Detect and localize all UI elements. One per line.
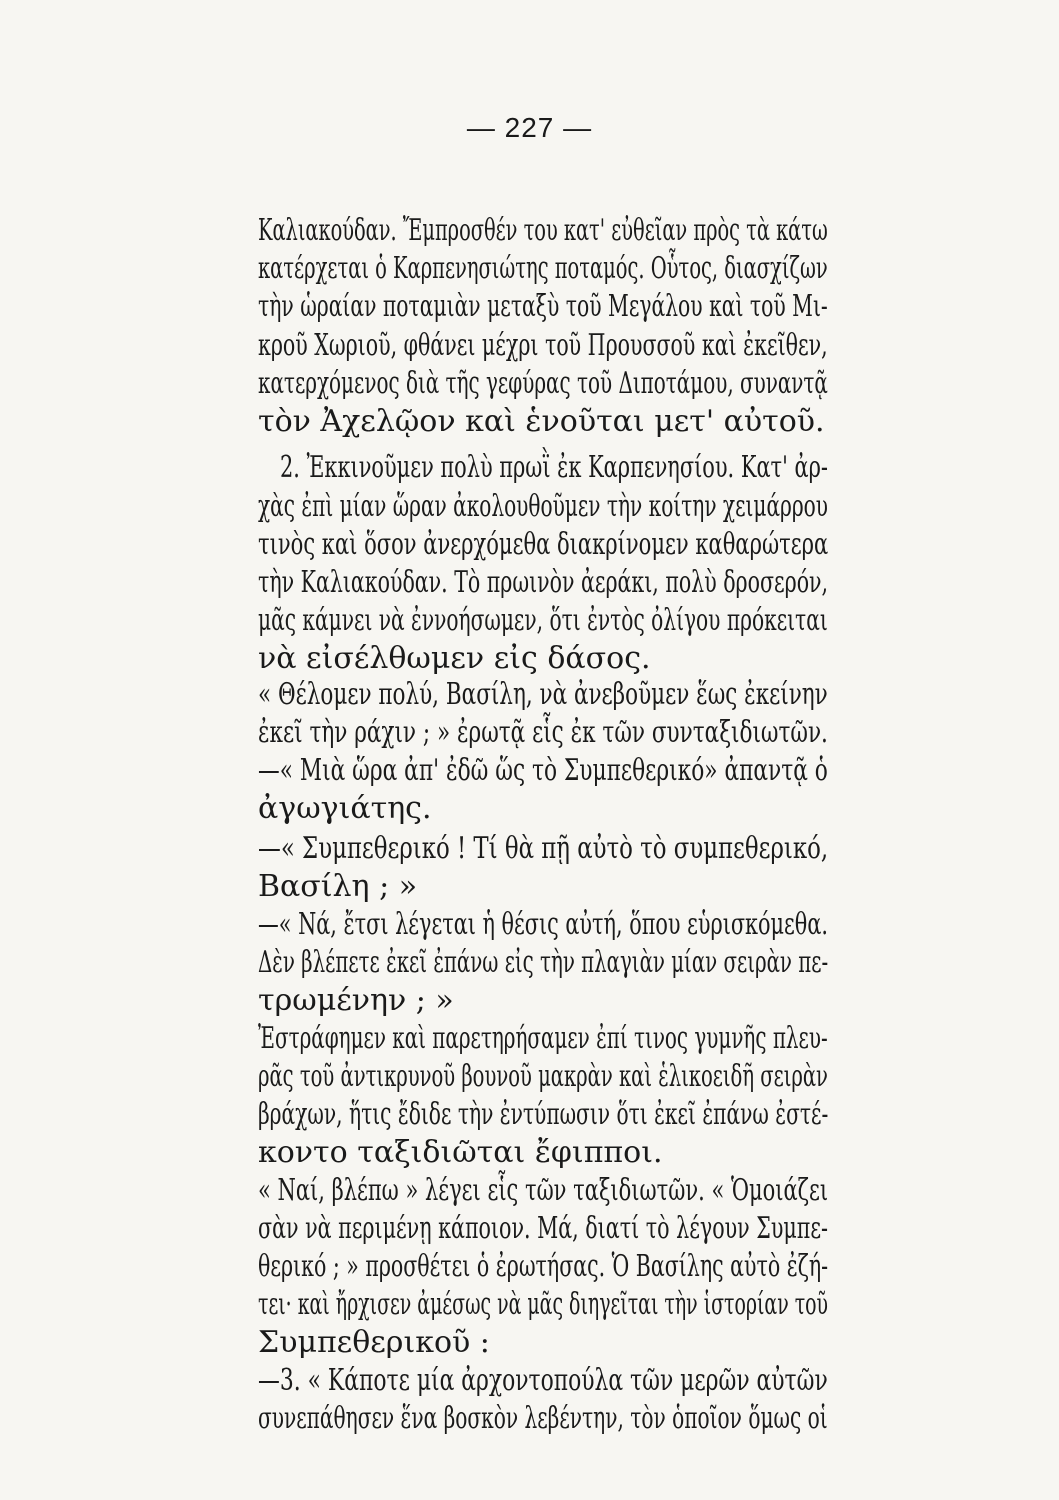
text-line: νὰ εἰσέλθωμεν εἰς δάσος.: [258, 641, 651, 676]
text-line: βράχων, ἥτις ἔδιδε τὴν ἐντύπωσιν ὅτι ἐκεῖ ἐπάνω ἐστέ-: [258, 1097, 829, 1132]
text-line: ἀγωγιάτης.: [258, 791, 432, 826]
text-line: χὰς ἐπὶ μίαν ὥραν ἀκολουθοῦμεν τὴν κοίτην χειμάρρου: [258, 489, 828, 524]
text-line: τὴν Καλιακούδαν. Τὸ πρωινὸν ἀεράκι, πολὺ δροσερόν,: [258, 565, 829, 600]
text-line: μᾶς κάμνει νὰ ἐννοήσωμεν, ὅτι ἐντὸς ὀλίγου πρόκειται: [258, 603, 828, 638]
page-number: — 227 —: [466, 112, 593, 143]
text-line: συνεπάθησεν ἕνα βοσκὸν λεβέντην, τὸν ὁποῖον ὅμως οἱ: [258, 1401, 828, 1436]
text-line: Δὲν βλέπετε ἐκεῖ ἐπάνω εἰς τὴν πλαγιὰν μίαν σειρὰν πε-: [258, 945, 829, 980]
text-line: τινὸς καὶ ὅσον ἀνερχόμεθα διακρίνομεν καθαρώτερα: [258, 527, 829, 562]
text-line: Συμπεθερικοῦ :: [258, 1325, 490, 1360]
text-line: —« Μιὰ ὥρα ἀπ' ἐδῶ ὥς τὸ Συμπεθερικό» ἀπαντᾷ ὁ: [258, 753, 828, 788]
text-line: ρᾶς τοῦ ἀντικρυνοῦ βουνοῦ μακρὰν καὶ ἑλικοειδῆ σειρὰν: [258, 1059, 828, 1094]
text-line: « Θέλομεν πολύ, Βασίλη, νὰ ἀνεβοῦμεν ἕως ἐκείνην: [258, 677, 828, 712]
text-line: τὴν ὡραίαν ποταμιὰν μεταξὺ τοῦ Μεγάλου καὶ τοῦ Μι-: [258, 289, 828, 324]
text-line: —« Συμπεθερικό ! Τί θὰ πῇ αὐτὸ τὸ συμπεθερικό,: [258, 831, 829, 866]
text-line: τὸν Ἀχελῷον καὶ ἑνοῦται μετ' αὐτοῦ.: [258, 404, 825, 439]
text-line: ἐκεῖ τὴν ράχιν ; » ἐρωτᾷ εἷς ἐκ τῶν συνταξιδιωτῶν.: [258, 715, 828, 750]
text-line: Ἐστράφημεν καὶ παρετηρήσαμεν ἐπί τινος γυμνῆς πλευ-: [258, 1021, 828, 1056]
text-line: θερικό ; » προσθέτει ὁ ἐρωτήσας. Ὁ Βασίλης αὐτὸ ἐζή-: [258, 1249, 829, 1284]
text-line: —3. « Κάποτε μία ἀρχοντοπούλα τῶν μερῶν αὐτῶν: [258, 1363, 828, 1398]
text-line: σὰν νὰ περιμένῃ κάποιον. Μά, διατί τὸ λέγουν Συμπε-: [258, 1211, 829, 1246]
text-line: « Ναί, βλέπω » λέγει εἷς τῶν ταξιδιωτῶν. « Ὁμοιάζει: [258, 1173, 829, 1208]
text-line: κοντο ταξιδιῶται ἔφιπποι.: [258, 1135, 663, 1170]
text-line: κατερχόμενος διὰ τῆς γεφύρας τοῦ Διποτάμου, συναντᾷ: [258, 366, 828, 401]
text-line: Καλιακούδαν. Ἔμπροσθέν του κατ' εὐθεῖαν πρὸς τὰ κάτω: [258, 213, 828, 248]
text-line: κατέρχεται ὁ Καρπενησιώτης ποταμός. Οὗτος, διασχίζων: [258, 251, 828, 286]
text-line: κροῦ Χωριοῦ, φθάνει μέχρι τοῦ Προυσσοῦ καὶ ἐκεῖθεν,: [258, 328, 828, 363]
text-line: τρωμένην ; »: [258, 983, 454, 1018]
text-line: 2. Ἐκκινοῦμεν πολὺ πρωῒ ἐκ Καρπενησίου. Κατ' ἀρ-: [280, 450, 828, 485]
text-line: Βασίλη ; »: [258, 869, 418, 904]
text-line: τει· καὶ ἤρχισεν ἀμέσως νὰ μᾶς διηγεῖται τὴν ἱστορίαν τοῦ: [258, 1287, 829, 1322]
text-line: —« Νά, ἔτσι λέγεται ἡ θέσις αὐτή, ὅπου εὑρισκόμεθα.: [258, 907, 828, 942]
